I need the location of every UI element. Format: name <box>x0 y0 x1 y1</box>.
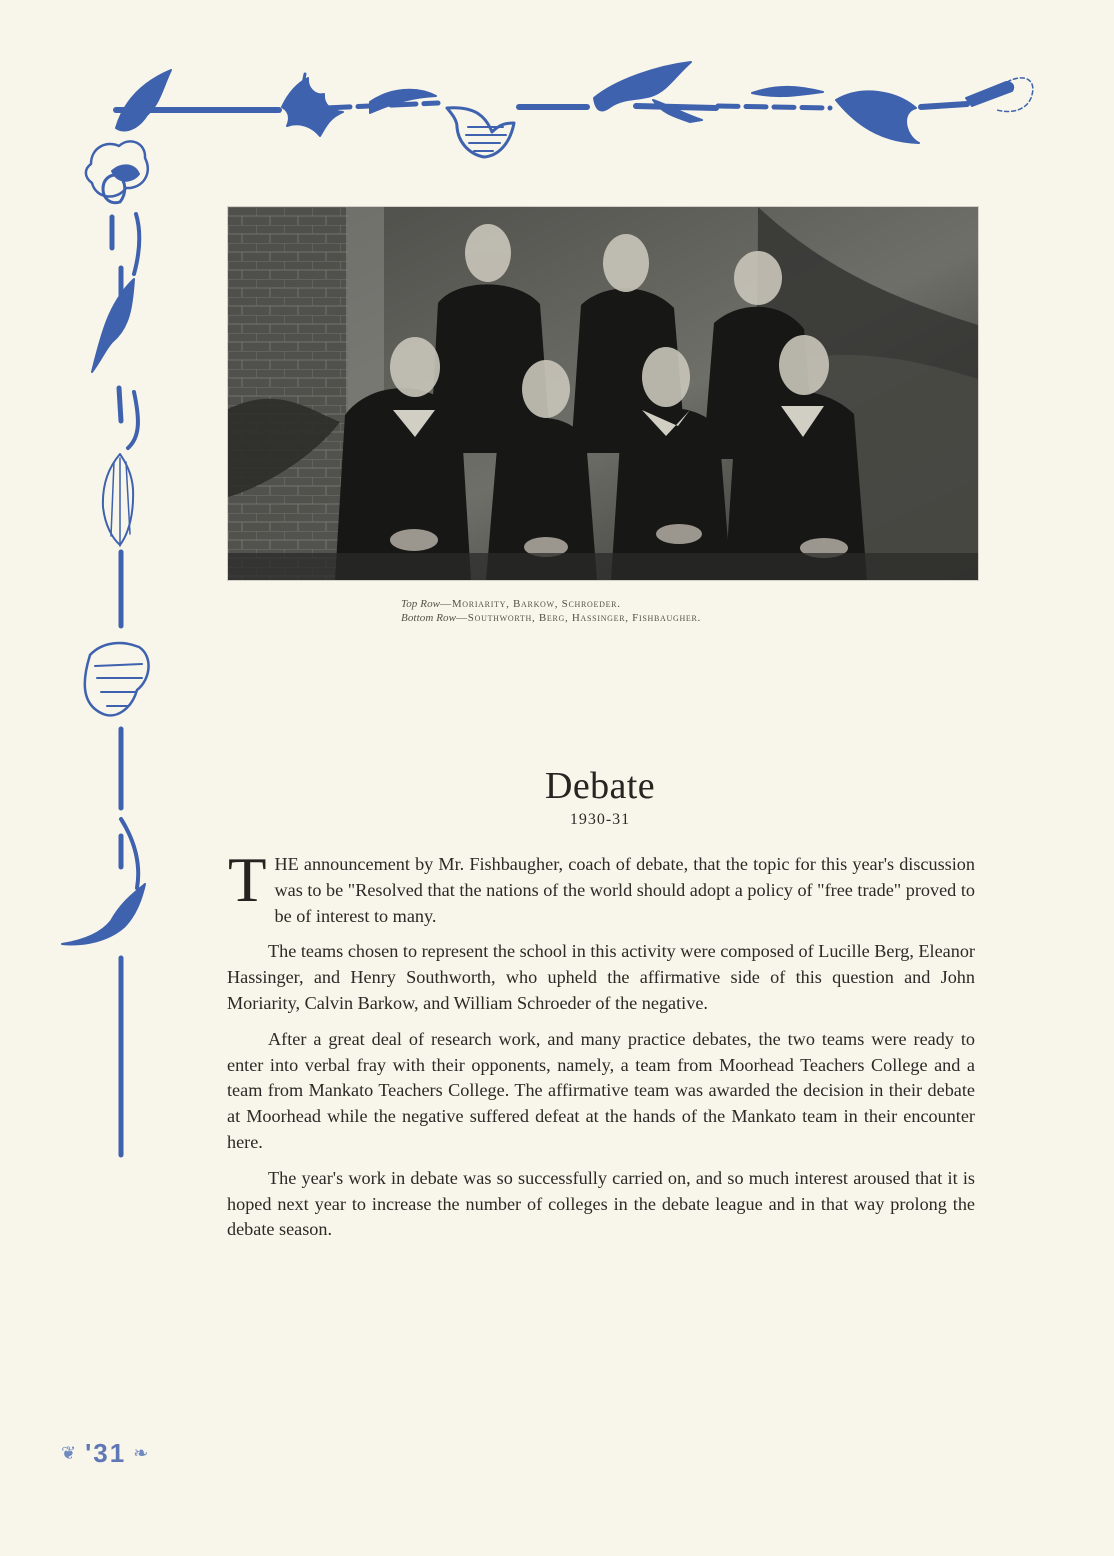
drop-cap-letter: T <box>228 845 267 915</box>
article-paragraph-3: After a great deal of research work, and many practice debates, the two teams were ready to enter into verbal fray with their opponents, namely, a team from Moorhead Teachers College and a team from Mankato Teachers College. The affirmative team was awarded the decision in their debate at Moorhead while the negative suffered defeat at the hands of the Mankato team in their encounter here. <box>227 1028 975 1152</box>
page-title: Debate <box>545 765 655 808</box>
article-paragraph-1 <box>227 845 975 929</box>
left-border-ornament <box>62 141 149 1155</box>
page-footer-folio <box>61 1436 150 1470</box>
caption-bottom-row-names: —Southworth, Berg, Hassinger, Fishbaugher. <box>456 612 702 624</box>
caption-bottom-row-label: Bottom Row <box>401 612 457 624</box>
debate-team-photograph <box>228 207 978 580</box>
group-photo-image <box>228 207 978 580</box>
photo-caption <box>401 597 921 625</box>
debate-article <box>227 845 975 1253</box>
caption-top-row-names: —Moriarity, Barkow, Schroeder. <box>440 598 621 610</box>
right-leaf-ornament-icon: ❧ <box>133 1442 151 1463</box>
caption-top-row <box>401 597 921 611</box>
left-leaf-ornament-icon: ❦ <box>61 1442 79 1463</box>
top-border-ornament <box>116 62 1033 157</box>
season-year: 1930-31 <box>569 811 631 828</box>
yearbook-year-mark: '31 <box>85 1437 127 1468</box>
article-paragraph-4: The year's work in debate was so successfully carried on, and so much interest aroused that it is hoped next year to increase the number of colleges in the debate league and in that way prolong the debate season. <box>227 1167 975 1240</box>
caption-top-row-label: Top Row <box>401 598 441 610</box>
article-paragraph-1-text: HE announcement by Mr. Fishbaugher, coach of debate, that the topic for this year's discussion was to be "Resolved that the nations of the world should adopt a policy of "free trade" proved to be of interest to many. <box>274 854 975 926</box>
caption-bottom-row <box>401 611 921 625</box>
article-paragraph-2: The teams chosen to represent the school in this activity were composed of Lucille Berg, Eleanor Hassinger, and Henry Southworth, who upheld the affirmative side of this question and John Moriarity, Calvin Barkow, and William Schroeder of the negative. <box>227 941 975 1013</box>
